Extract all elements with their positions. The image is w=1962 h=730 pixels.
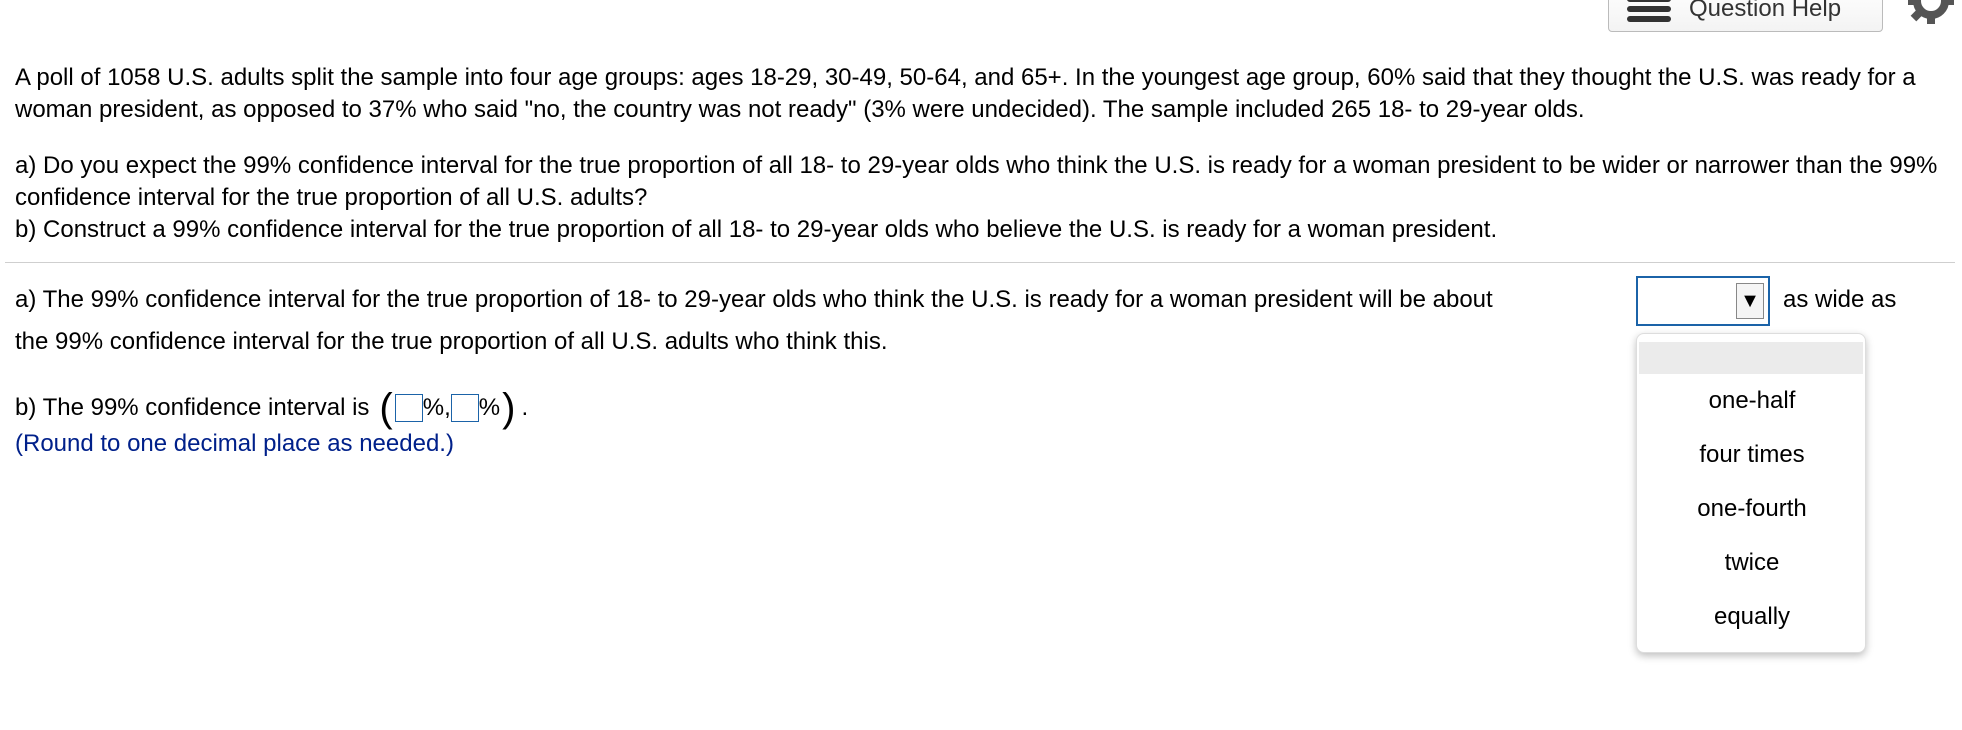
close-paren: ) [502,386,516,430]
question-part-a: a) Do you expect the 99% confidence interval for the true proportion of all 18- to 29-year olds who think the U.S. is ready for a woman president to be wider or narrower than the 99% confidence interval for the true proportion of all U.S. adults? [15,152,1938,211]
period: . [521,394,529,421]
answer-a-after-text: as wide as [1783,286,1897,313]
answer-a-text: a) The 99% confidence interval for the true proportion of 18- to 29-year olds who think the U.S. is ready for a woman president will be about [15,286,1493,313]
section-divider [5,262,1955,263]
question-help-label: Question Help [1689,0,1842,22]
answer-b-row [15,386,529,430]
gear-icon[interactable] [1908,0,1954,24]
chevron-down-icon[interactable]: ▼ [1736,283,1764,319]
comparison-select[interactable] [1636,276,1770,326]
comparison-dropdown-menu [1636,333,1866,653]
dropdown-option-four-times[interactable]: four times [1699,441,1805,468]
percent-comma-label: %, [422,394,451,421]
dropdown-option-one-fourth[interactable]: one-fourth [1697,495,1807,522]
dropdown-option-equally[interactable]: equally [1713,603,1791,630]
rounding-hint: (Round to one decimal place as needed.) [15,430,454,457]
question-text [15,62,1955,246]
question-part-b: b) Construct a 99% confidence interval for the true proportion of all 18- to 29-year olds who believe the U.S. is ready for a woman president. [15,216,1498,243]
question-intro: A poll of 1058 U.S. adults split the sample into four age groups: ages 18-29, 30-49, 50-64, and 65+. In the youngest age group, 60% said that they thought the U.S. was ready for a woman president, as opposed to 37% who said "no, the country was not ready" (3% were undecided). The sample included 265 18- to 29-year olds. [15,64,1916,123]
dropdown-option-one-half[interactable]: one-half [1708,387,1796,414]
question-help-button[interactable] [1608,0,1883,32]
upper-bound-input[interactable] [451,394,479,422]
dropdown-option-twice[interactable]: twice [1724,549,1780,576]
lower-bound-input[interactable] [395,394,423,422]
list-icon [1627,0,1671,24]
answer-b-text: b) The 99% confidence interval is [15,394,370,421]
dropdown-option-blank[interactable] [1639,342,1863,374]
percent-label: % [478,394,501,421]
open-paren: ( [379,386,393,430]
answer-a-line2: the 99% confidence interval for the true proportion of all U.S. adults who think this. [15,328,888,355]
